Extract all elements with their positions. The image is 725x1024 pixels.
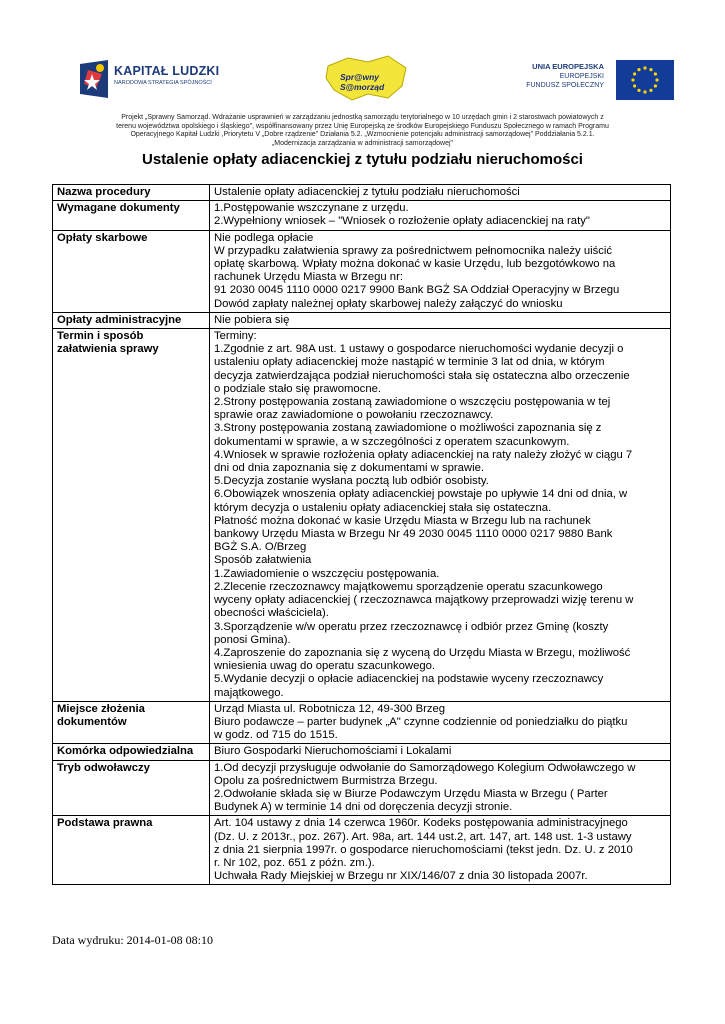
row-label: Komórka odpowiedzialna (53, 744, 210, 760)
header-logos (0, 52, 725, 112)
value-line: ustaleniu opłaty adiacenckiej może nastąpić w terminie 3 lat od dnia, w którym (214, 356, 605, 369)
table-row (53, 744, 671, 760)
value-line: opłatę skarbową. Wpłaty można dokonać w kasie Urzędu, lub bezgotówkowo na (214, 258, 616, 271)
value-line: wyceny opłaty adiacenckiej ( rzeczoznawca majątkowy przeprowadzi wizję terenu w (214, 594, 634, 607)
table-row (53, 230, 671, 312)
row-value (210, 185, 671, 201)
value-line: W przypadku załatwienia sprawy za pośrednictwem pełnomocnika należy uiścić (214, 244, 613, 257)
value-line: Nie pobiera się (214, 313, 290, 326)
table-row (53, 816, 671, 885)
value-line: obecności właściciela). (214, 607, 329, 620)
table-row (53, 185, 671, 201)
value-line: 4.Wniosek w sprawie rozłożenia opłaty adiacenckiej na raty należy złożyć w ciągu 7 (214, 448, 633, 461)
value-line: majątkowego. (214, 686, 284, 699)
value-line: 6.Obowiązek wnoszenia opłaty adiacenckiej powstaje po upływie 14 dni od dnia, w (214, 488, 628, 501)
value-line: 5.Decyzja zostanie wysłana pocztą lub odbiór osobisty. (214, 475, 489, 488)
value-line: 1.Zgodnie z art. 98A ust. 1 ustawy o gospodarce nieruchomości wydanie decyzji o (214, 343, 624, 356)
print-date: Data wydruku: 2014-01-08 08:10 (52, 933, 213, 947)
sprawny-samorzad-logo (318, 52, 414, 104)
value-line: 91 2030 0045 1110 0000 0217 9900 Bank BGŻ SA Oddział Operacyjny w Brzegu (214, 284, 620, 297)
row-value (210, 701, 671, 744)
value-line: BGŻ S.A. O/Brzeg (214, 541, 307, 554)
row-value (210, 329, 671, 702)
value-line: 1.Zawiadomienie o wszczęciu postępowania. (214, 567, 440, 580)
value-line: Budynek A) w terminie 14 dni od doręczenia decyzji stronie. (214, 801, 513, 814)
row-label: Termin i sposób załatwienia sprawy (53, 329, 210, 702)
value-line: (Dz. U. z 2013r., poz. 267). Art. 98a, art. 144 ust.2, art. 147, art. 148 ust. 1-3 ustawy (214, 830, 632, 843)
value-line: w godz. od 715 do 1515. (214, 729, 338, 742)
procedure-table (52, 184, 671, 885)
page-title: Ustalenie opłaty adiacenckiej z tytułu podziału nieruchomości (142, 151, 583, 168)
value-line: Urząd Miasta ul. Robotnicza 12, 49-300 Brzeg (214, 702, 446, 715)
value-line: bankowy Urzędu Miasta w Brzegu Nr 49 2030 0045 1110 0000 0217 9880 Bank (214, 528, 613, 541)
value-line: 1.Od decyzji przysługuje odwołanie do Samorządowego Kolegium Odwoławczego w (214, 761, 636, 774)
row-label: Nazwa procedury (53, 185, 210, 201)
value-line: Dowód zapłaty należnej opłaty skarbowej należy załączyć do wniosku (214, 297, 563, 310)
project-line: terenu województwa opolskiego i śląskiego", współfinansowany przez Unię Europejską ze środków Europejskiego Funduszu Społecznego w ramach Programu (116, 122, 609, 130)
value-line: o podziale stało się prawomocne. (214, 382, 382, 395)
table-row (53, 760, 671, 816)
value-line: 3.Sporządzenie w/w operatu przez rzeczoznawcę i odbiór przez Gminę (koszty (214, 620, 609, 633)
table-row (53, 312, 671, 328)
value-line: 2.Zlecenie rzeczoznawcy majątkowemu sporządzenie operatu szacunkowego (214, 580, 603, 593)
value-line: r. Nr 102, poz. 651 z późn. zm.). (214, 856, 375, 869)
project-description (60, 114, 665, 148)
value-line: dokumentami w sprawie, a w szczególności z operatem szacunkowym. (214, 435, 570, 448)
value-line: 4.Zaproszenie do zapoznania się z wyceną do Urzędu Miasta w Brzegu, możliwość (214, 646, 631, 659)
row-label: Wymagane dokumenty (53, 201, 210, 230)
sprawny-samorzad-label: Spr@wny S@morząd (340, 72, 385, 92)
project-line: Projekt „Sprawny Samorząd. Wdrażanie usprawnień w zarządzaniu jednostką samorządu terytorialnego w 10 urzędach gmin i 2 starostwach powiatowych z (121, 114, 604, 121)
kapital-ludzki-title: KAPITAŁ LUDZKI (114, 64, 220, 78)
value-line: Art. 104 ustawy z dnia 14 czerwca 1960r. Kodeks postępowania administracyjnego (214, 817, 628, 830)
row-label: Opłaty skarbowe (53, 230, 210, 312)
value-line: rachunek Urzędu Miasta w Brzegu nr: (214, 271, 403, 284)
value-line: Terminy: (214, 330, 257, 343)
row-value (210, 201, 671, 230)
row-value (210, 760, 671, 816)
value-line: 5.Wydanie decyzji o opłacie adiacenckiej na podstawie wyceny rzeczoznawcy (214, 673, 604, 686)
row-value (210, 744, 671, 760)
value-line: 1.Postępowanie wszczynane z urzędu. (214, 202, 409, 215)
value-line: decyzja zatwierdzająca podział nieruchomości stała się ostateczna albo orzeczenie (214, 369, 630, 382)
value-line: ponosi Gmina). (214, 633, 291, 646)
value-line: 2.Odwołanie składa się w Biurze Podawczym Urzędu Miasta w Brzegu ( Parter (214, 787, 608, 800)
eu-flag-icon (616, 60, 674, 100)
value-line: Biuro podawcze – parter budynek „A" czynne codziennie od poniedziałku do piątku (214, 715, 628, 728)
eu-line-3: FUNDUSZ SPOŁECZNY (526, 82, 604, 89)
eu-logo (526, 60, 674, 102)
table-row (53, 329, 671, 702)
value-line: Uchwała Rady Miejskiej w Brzegu nr XIX/146/07 z dnia 30 listopada 2007r. (214, 870, 588, 883)
row-label: Opłaty administracyjne (53, 312, 210, 328)
table-row (53, 201, 671, 230)
row-label: Podstawa prawna (53, 816, 210, 885)
kapital-ludzki-subtitle: NARODOWA STRATEGIA SPÓJNOŚCI (114, 80, 212, 86)
value-line: wniesienia uwag do operatu szacunkowego. (214, 660, 436, 673)
value-line: sprawie oraz zawiadomione o powołaniu rzeczoznawcy. (214, 409, 494, 422)
row-label: Tryb odwoławczy (53, 760, 210, 816)
value-line: z dnia 21 sierpnia 1997r. o gospodarce nieruchomościami (tekst jedn. Dz. U. z 2010 (214, 843, 633, 856)
value-line: dni od dnia zapoznania się z dokumentami w sprawie. (214, 462, 485, 475)
eu-line-2: EUROPEJSKI (559, 73, 604, 80)
value-line: Ustalenie opłaty adiacenckiej z tytułu podziału nieruchomości (214, 186, 520, 198)
value-line: którym decyzja o ustaleniu opłaty adiacenckiej stała się ostateczna. (214, 501, 552, 514)
kapital-ludzki-emblem-icon (78, 58, 112, 100)
value-line: Opolu za pośrednictwem Burmistrza Brzegu. (214, 774, 438, 787)
project-line: „Modernizacja zarządzania w administracji samorządowej" (271, 139, 454, 147)
value-line: Sposób załatwienia (214, 554, 312, 567)
eu-line-1: UNIA EUROPEJSKA (532, 62, 604, 71)
value-line: Biuro Gospodarki Nieruchomościami i Lokalami (214, 745, 452, 758)
value-line: Płatność można dokonać w kasie Urzędu Miasta w Brzegu lub na rachunek (214, 514, 591, 527)
kapital-ludzki-logo (78, 58, 238, 100)
row-value (210, 816, 671, 885)
table-row (53, 701, 671, 744)
row-value (210, 312, 671, 328)
row-value (210, 230, 671, 312)
value-line: 2.Wypełniony wniosek – "Wniosek o rozłożenie opłaty adiacenckiej na raty" (214, 215, 590, 228)
eu-text (526, 62, 604, 90)
row-label: Miejsce złożenia dokumentów (53, 701, 210, 744)
value-line: Nie podlega opłacie (214, 231, 314, 244)
value-line: 3.Strony postępowania zostaną zawiadomione o możliwości zapoznania się z (214, 422, 602, 435)
project-line: Operacyjnego Kapitał Ludzki ,Priorytetu V „Dobre rządzenie" Działania 5.2. „Wzmocnienie potencjału administracji samorządowej" Poddziałania 5.2.1. (130, 131, 595, 139)
value-line: 2.Strony postępowania zostaną zawiadomione o wszczęciu postępowania w tej (214, 396, 611, 409)
